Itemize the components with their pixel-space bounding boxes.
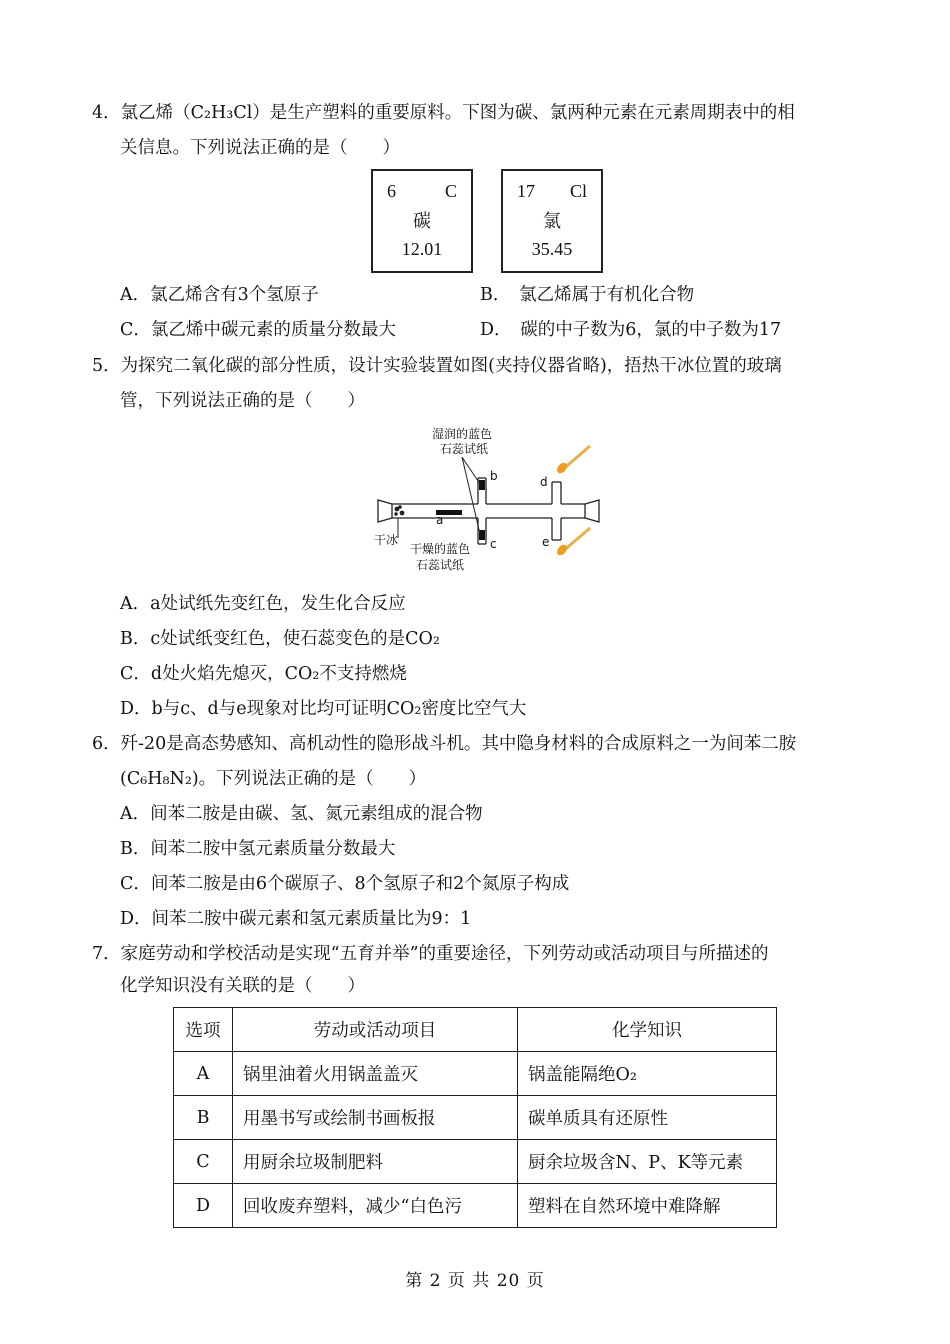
q5-option-c: C．d处火焰先熄灭，CO₂不支持燃烧 bbox=[120, 664, 407, 684]
co2-apparatus-diagram bbox=[370, 420, 610, 576]
element-box-chlorine bbox=[501, 169, 603, 273]
element-symbol: Cl bbox=[569, 181, 587, 201]
wet-paper-label-2: 石蕊试纸 bbox=[440, 442, 489, 456]
paper-b bbox=[479, 480, 485, 490]
q7-stem-line2: 化学知识没有关联的是（ ） bbox=[120, 976, 365, 996]
q4-stem-line1: 4．氯乙烯（C₂H₃Cl）是生产塑料的重要原料。下图为碳、氯两种元素在元素周期表中的相 bbox=[92, 103, 795, 123]
atomic-number: 6 bbox=[387, 181, 396, 201]
q6-option-a: A．间苯二胺是由碳、氢、氮元素组成的混合物 bbox=[120, 804, 483, 824]
q6-option-c: C．间苯二胺是由6个碳原子、8个氢原子和2个氮原子构成 bbox=[120, 874, 570, 894]
dry-paper-label-1: 干燥的蓝色 bbox=[410, 542, 471, 556]
wet-paper-label-1: 湿润的蓝色 bbox=[432, 427, 493, 441]
label-a: a bbox=[436, 513, 444, 527]
glass-tube bbox=[378, 478, 599, 544]
element-name: 氯 bbox=[543, 211, 561, 232]
candle-d bbox=[555, 446, 590, 475]
table-header: 化学知识 bbox=[518, 1008, 777, 1052]
q5-stem-line2: 管，下列说法正确的是（ ） bbox=[120, 391, 365, 411]
table-header: 劳动或活动项目 bbox=[233, 1008, 518, 1052]
page-footer: 第 2 页 共 20 页 bbox=[405, 1271, 545, 1291]
table-cell: 碳单质具有还原性 bbox=[518, 1096, 777, 1140]
q5-option-d: D．b与c、d与e现象对比均可证明CO₂密度比空气大 bbox=[120, 699, 527, 719]
q6-stem-line2: (C₆H₈N₂)。下列说法正确的是（ ） bbox=[120, 769, 427, 789]
atomic-mass: 35.45 bbox=[531, 239, 573, 259]
dry-paper-label-2: 石蕊试纸 bbox=[416, 558, 465, 572]
q7-table bbox=[173, 1007, 777, 1228]
table-cell: 锅里油着火用锅盖盖灭 bbox=[233, 1052, 518, 1096]
table-row bbox=[174, 1140, 777, 1184]
dry-ice-label: 干冰 bbox=[374, 533, 399, 547]
q5-option-b: B．c处试纸变红色，使石蕊变色的是CO₂ bbox=[120, 629, 440, 649]
table-header-row bbox=[174, 1008, 777, 1052]
label-e: e bbox=[542, 535, 550, 549]
q6-stem-line1: 6．歼-20是高态势感知、高机动性的隐形战斗机。其中隐身材料的合成原料之一为间苯二胺 bbox=[92, 734, 797, 754]
q6-option-d: D．间苯二胺中碳元素和氢元素质量比为9：1 bbox=[120, 909, 472, 929]
table-cell: 回收废弃塑料，减少“白色污 bbox=[233, 1184, 518, 1228]
label-c: c bbox=[490, 537, 497, 551]
q4-stem-line2: 关信息。下列说法正确的是（ ） bbox=[120, 138, 400, 158]
table-row bbox=[174, 1184, 777, 1228]
label-d: d bbox=[540, 475, 548, 489]
table-cell: A bbox=[174, 1052, 233, 1096]
table-cell: D bbox=[174, 1184, 233, 1228]
table-cell: B bbox=[174, 1096, 233, 1140]
table-cell: 用厨余垃圾制肥料 bbox=[233, 1140, 518, 1184]
q7-stem-line1: 7．家庭劳动和学校活动是实现“五育并举”的重要途径，下列劳动或活动项目与所描述的 bbox=[92, 944, 769, 964]
q4-option-b: B． 氯乙烯属于有机化合物 bbox=[480, 285, 695, 305]
candle-e bbox=[555, 528, 590, 557]
q5-stem-line1: 5．为探究二氧化碳的部分性质，设计实验装置如图(夹持仪器省略)，捂热干冰位置的玻璃 bbox=[92, 356, 782, 376]
element-name: 碳 bbox=[413, 211, 431, 232]
element-symbol: C bbox=[444, 181, 457, 201]
q4-option-a: A．氯乙烯含有3个氢原子 bbox=[120, 285, 319, 305]
dry-ice bbox=[394, 505, 404, 516]
table-cell: 塑料在自然环境中难降解 bbox=[518, 1184, 777, 1228]
table-header: 选项 bbox=[174, 1008, 233, 1052]
table-cell: 锅盖能隔绝O₂ bbox=[518, 1052, 777, 1096]
q5-option-a: A．a处试纸先变红色，发生化合反应 bbox=[120, 594, 406, 614]
atomic-mass: 12.01 bbox=[401, 239, 443, 259]
table-cell: C bbox=[174, 1140, 233, 1184]
label-b: b bbox=[490, 469, 498, 483]
element-box-carbon bbox=[371, 169, 473, 273]
table-row bbox=[174, 1096, 777, 1140]
q4-option-c: C．氯乙烯中碳元素的质量分数最大 bbox=[120, 320, 396, 340]
table-row bbox=[174, 1052, 777, 1096]
atomic-number: 17 bbox=[517, 181, 535, 201]
q4-option-d: D． 碳的中子数为6，氯的中子数为17 bbox=[480, 320, 782, 340]
table-cell: 用墨书写或绘制书画板报 bbox=[233, 1096, 518, 1140]
table-cell: 厨余垃圾含N、P、K等元素 bbox=[518, 1140, 777, 1184]
q6-option-b: B．间苯二胺中氢元素质量分数最大 bbox=[120, 839, 396, 859]
